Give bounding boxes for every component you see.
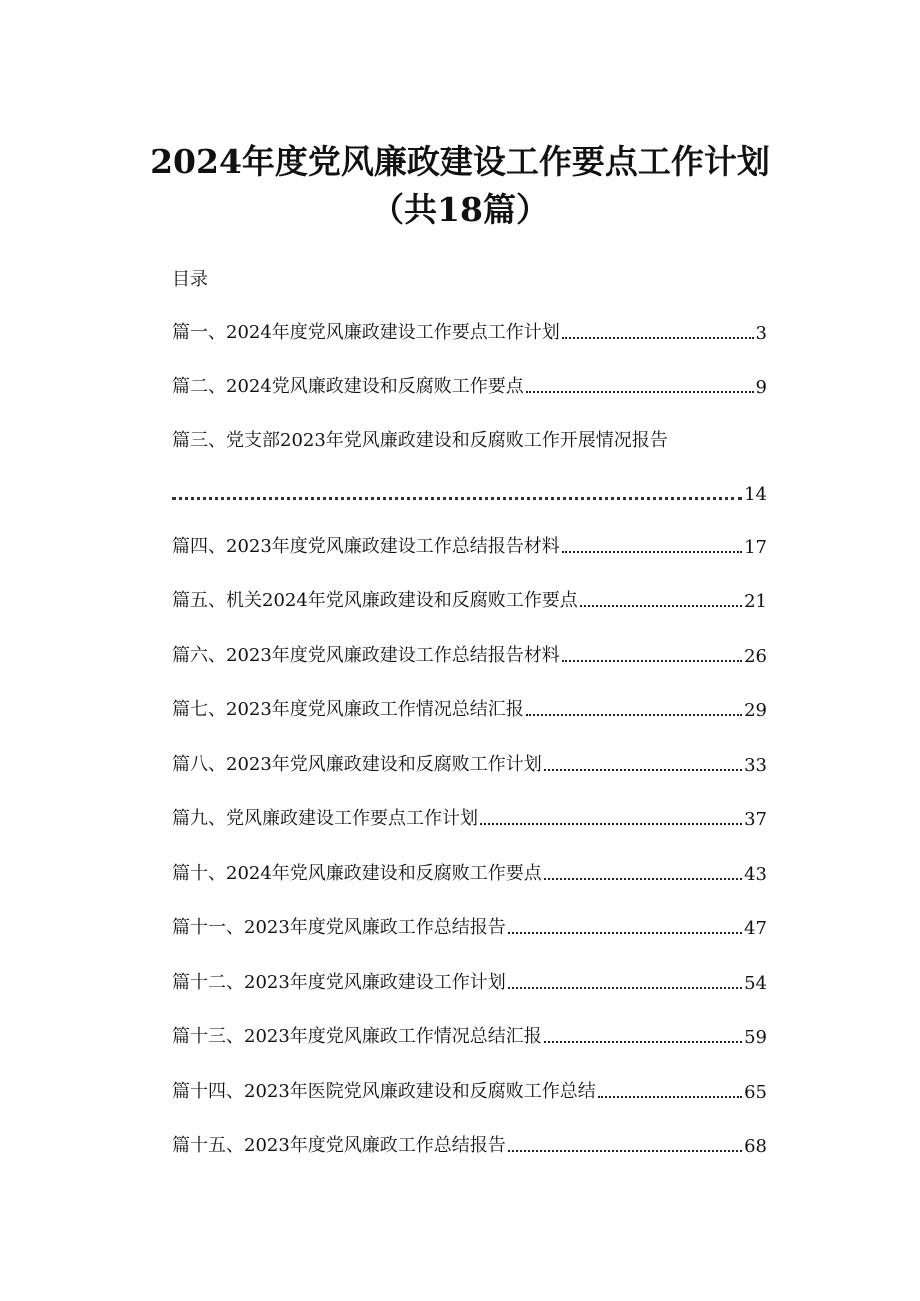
toc-leader-dots (544, 1040, 742, 1043)
toc-entry[interactable] (172, 1129, 767, 1157)
toc-entry[interactable] (172, 584, 767, 612)
toc-entry-title: 篇八、2023年党风廉政建设和反腐败工作计划 (172, 754, 542, 775)
toc-entry-page: 59 (744, 1027, 767, 1048)
toc-entry[interactable] (172, 857, 767, 885)
toc-entry-page: 14 (744, 484, 767, 505)
toc-leader-dots (562, 336, 754, 339)
toc-leader-dots (508, 1149, 742, 1152)
toc-entry-page: 17 (744, 537, 767, 558)
toc-entry[interactable] (172, 1020, 767, 1048)
toc-leader-dots (598, 1095, 742, 1098)
toc-entry-title: 篇十、2024年党风廉政建设和反腐败工作要点 (172, 863, 542, 884)
toc-entry[interactable] (172, 693, 767, 721)
toc-leader-dots (562, 550, 742, 553)
toc-entry-title: 篇十一、2023年度党风廉政工作总结报告 (172, 917, 506, 938)
toc-entry-page: 21 (744, 591, 767, 612)
toc-entry-page: 43 (744, 864, 767, 885)
toc-leader-dots (562, 659, 742, 662)
toc-leader-dots (544, 877, 742, 880)
toc-leader-dots (544, 768, 742, 771)
toc-entry-page: 33 (744, 755, 767, 776)
toc-entry-title: 篇四、2023年度党风廉政建设工作总结报告材料 (172, 536, 560, 557)
toc-leader-dots (526, 713, 742, 716)
toc-entry-title: 篇一、2024年度党风廉政建设工作要点工作计划 (172, 322, 560, 343)
toc-entry-page: 54 (744, 973, 767, 994)
toc-entry[interactable] (172, 1075, 767, 1103)
toc-entry-title: 篇七、2023年度党风廉政工作情况总结汇报 (172, 699, 524, 720)
toc-entry[interactable] (172, 966, 767, 994)
toc-entry[interactable] (172, 370, 767, 398)
toc-entry-page: 68 (744, 1136, 767, 1157)
toc-entry-title: 篇十二、2023年度党风廉政建设工作计划 (172, 972, 506, 993)
toc-entry-title: 篇六、2023年度党风廉政建设工作总结报告材料 (172, 645, 560, 666)
document-subtitle: （共18篇） (371, 190, 549, 229)
toc-entry-page: 37 (744, 809, 767, 830)
toc-entry-title: 篇三、党支部2023年党风廉政建设和反腐败工作开展情况报告 (172, 430, 668, 451)
toc-entry-page: 47 (744, 918, 767, 939)
toc-entry[interactable] (172, 639, 767, 667)
toc-entry[interactable] (172, 530, 767, 558)
toc-leader-dots (526, 390, 754, 393)
toc-leader-dots (508, 986, 742, 989)
toc-entry[interactable] (172, 748, 767, 776)
toc-entry-page: 65 (744, 1082, 767, 1103)
toc-entry-title: 篇九、党风廉政建设工作要点工作计划 (172, 808, 478, 829)
toc-heading: 目录 (172, 269, 208, 290)
toc-entry-title: 篇十四、2023年医院党风廉政建设和反腐败工作总结 (172, 1081, 596, 1102)
toc-entry[interactable] (172, 316, 767, 344)
toc-entry[interactable] (172, 911, 767, 939)
toc-entry-page: 9 (755, 377, 767, 398)
toc-leader-dots (480, 822, 742, 825)
toc-entry-page: 26 (744, 646, 767, 667)
toc-entry-title: 篇十三、2023年度党风廉政工作情况总结汇报 (172, 1026, 542, 1047)
toc-entry-page: 29 (744, 700, 767, 721)
toc-entry-title: 篇二、2024党风廉政建设和反腐败工作要点 (172, 376, 524, 397)
toc-entry-page: 3 (755, 323, 767, 344)
toc-entry[interactable] (172, 424, 767, 452)
toc-leader-dots (508, 931, 742, 934)
toc-entry-title: 篇十五、2023年度党风廉政工作总结报告 (172, 1135, 506, 1156)
toc-entry[interactable] (172, 802, 767, 830)
toc-entry-continuation[interactable] (172, 477, 767, 505)
toc-leader-dots (580, 604, 742, 607)
document-title: 2024年度党风廉政建设工作要点工作计划 (150, 142, 770, 181)
toc-leader-dots (172, 496, 742, 500)
toc-entry-title: 篇五、机关2024年党风廉政建设和反腐败工作要点 (172, 590, 578, 611)
